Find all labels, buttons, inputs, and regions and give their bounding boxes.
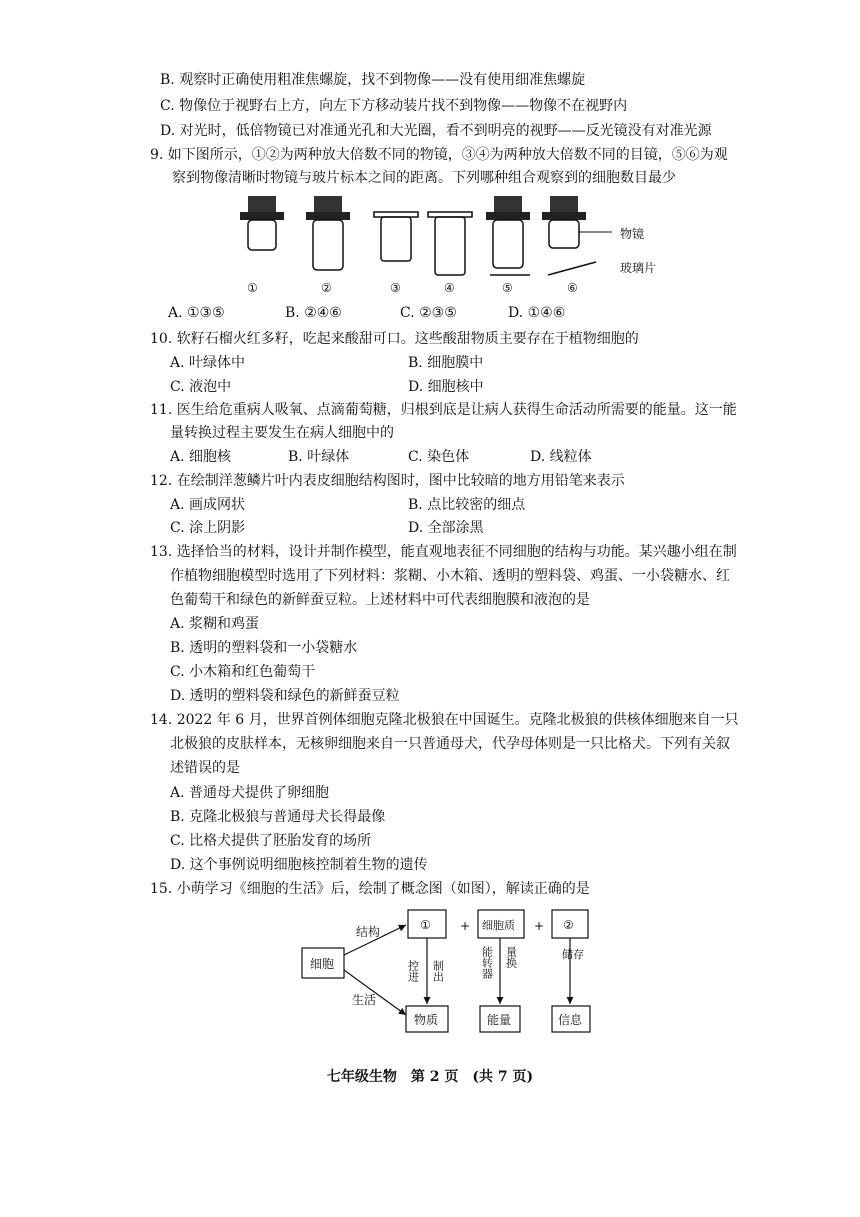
structure-label: 结构 xyxy=(356,925,381,939)
control-label: 控进 xyxy=(406,960,420,982)
store-label: 储存 xyxy=(562,948,584,961)
plus-2: + xyxy=(534,919,545,933)
cell-label: 细胞 xyxy=(310,957,335,971)
q12-stem: 12. 在绘制洋葱鳞片叶内表皮细胞结构图时，图中比较暗的地方用铅笔来表示 xyxy=(150,473,625,489)
q11-option-a: A. 细胞核 xyxy=(170,449,232,465)
q14-option-b: B. 克隆北极狼与普通母犬长得最像 xyxy=(170,809,386,825)
converter-label: 能转器 xyxy=(480,946,494,979)
q13-stem-line1: 13. 选择恰当的材料，设计并制作模型，能直观地表征不同细胞的结构与功能。某兴趣小组在制 xyxy=(150,544,737,560)
fig-label-6: ⑥ xyxy=(567,281,578,295)
q10-option-b: B. 细胞膜中 xyxy=(408,355,484,371)
q12-option-c: C. 涂上阴影 xyxy=(170,520,246,536)
page-footer: 七年级生物 第 2 页 (共 7 页) xyxy=(326,1069,534,1085)
q11-stem-line1: 11. 医生给危重病人吸氧、点滴葡萄糖，归根到底是让病人获得生命活动所需要的能量。这一能 xyxy=(150,402,737,418)
plus-1: + xyxy=(460,919,471,933)
fig-label-2: ② xyxy=(321,281,332,295)
q14-option-a: A. 普通母犬提供了卵细胞 xyxy=(170,785,330,801)
q13-option-a: A. 浆糊和鸡蛋 xyxy=(170,616,260,632)
q14-option-d: D. 这个事例说明细胞核控制着生物的遗传 xyxy=(170,857,428,873)
q10-stem: 10. 软籽石榴火红多籽，吃起来酸甜可口。这些酸甜物质主要存在于植物细胞的 xyxy=(150,331,639,347)
q9-option-b: B. ②④⑥ xyxy=(285,305,342,321)
label-objective: 物镜 xyxy=(620,227,645,241)
box-1-label: ① xyxy=(420,918,431,932)
q13-stem-line3: 色葡萄干和绿色的新鲜蚕豆粒。上述材料中可代表细胞膜和液泡的是 xyxy=(170,592,590,608)
life-label: 生活 xyxy=(352,993,377,1007)
q13-option-c: C. 小木箱和红色葡萄干 xyxy=(170,664,316,680)
q14-stem-line3: 述错误的是 xyxy=(170,760,240,776)
fig-label-1: ① xyxy=(247,281,258,295)
q11-option-d: D. 线粒体 xyxy=(530,449,592,465)
q13-option-b: B. 透明的塑料袋和一小袋糖水 xyxy=(170,640,358,656)
q11-option-c: C. 染色体 xyxy=(408,449,470,465)
q12-option-d: D. 全部涂黑 xyxy=(408,520,484,536)
q10-option-c: C. 液泡中 xyxy=(170,379,232,395)
q11-stem-line2: 量转换过程主要发生在病人细胞中的 xyxy=(170,425,394,441)
cytoplasm-label: 细胞质 xyxy=(482,919,515,932)
q9-option-a: A. ①③⑤ xyxy=(168,305,225,321)
q15-stem: 15. 小萌学习《细胞的生活》后，绘制了概念图（如图），解读正确的是 xyxy=(150,881,590,897)
q11-option-b: B. 叶绿体 xyxy=(288,449,350,465)
q13-option-d: D. 透明的塑料袋和绿色的新鲜蚕豆粒 xyxy=(170,688,400,704)
q8-option-c: C. 物像位于视野右上方，向左下方移动装片找不到物像——物像不在视野内 xyxy=(160,98,628,114)
fig-label-3: ③ xyxy=(390,281,401,295)
fig-label-5: ⑤ xyxy=(502,281,513,295)
exchange-label: 量换 xyxy=(504,946,518,968)
q14-option-c: C. 比格犬提供了胚胎发育的场所 xyxy=(170,833,372,849)
q9-stem-line1: 9. 如下图所示，①②为两种放大倍数不同的物镜，③④为两种放大倍数不同的目镜，⑤⑥为观 xyxy=(150,147,728,163)
q8-option-d: D. 对光时，低倍物镜已对准通光孔和大光圈，看不到明亮的视野——反光镜没有对准光源 xyxy=(160,123,712,139)
q12-option-b: B. 点比较密的细点 xyxy=(408,497,526,513)
q8-option-b: B. 观察时正确使用粗准焦螺旋，找不到物像——没有使用细准焦螺旋 xyxy=(160,72,586,88)
q14-stem-line1: 14. 2022 年 6 月，世界首例体细胞克隆北极狼在中国诞生。克隆北极狼的供核体细胞来自一只 xyxy=(150,712,739,728)
box-2-label: ② xyxy=(563,918,574,932)
q12-option-a: A. 画成网状 xyxy=(170,497,246,513)
q9-stem-line2: 察到物像清晰时物镜与玻片标本之间的距离。下列哪种组合观察到的细胞数目最少 xyxy=(172,170,676,186)
q14-stem-line2: 北极狼的皮肤样本，无核卵细胞来自一只普通母犬，代孕母体则是一只比格犬。下列有关叙 xyxy=(170,736,730,752)
matter-label: 物质 xyxy=(414,1013,439,1027)
q10-option-a: A. 叶绿体中 xyxy=(170,355,246,371)
q9-option-d: D. ①④⑥ xyxy=(508,305,566,321)
fig-label-4: ④ xyxy=(444,281,455,295)
q10-option-d: D. 细胞核中 xyxy=(408,379,484,395)
control2-label: 制出 xyxy=(431,960,445,982)
energy-label: 能量 xyxy=(487,1013,512,1027)
q13-stem-line2: 作植物细胞模型时选用了下列材料：浆糊、小木箱、透明的塑料袋、鸡蛋、一小袋糖水、红 xyxy=(170,568,730,584)
q9-option-c: C. ②③⑤ xyxy=(400,305,457,321)
label-slide: 玻璃片 xyxy=(620,261,657,275)
info-label: 信息 xyxy=(558,1013,583,1027)
